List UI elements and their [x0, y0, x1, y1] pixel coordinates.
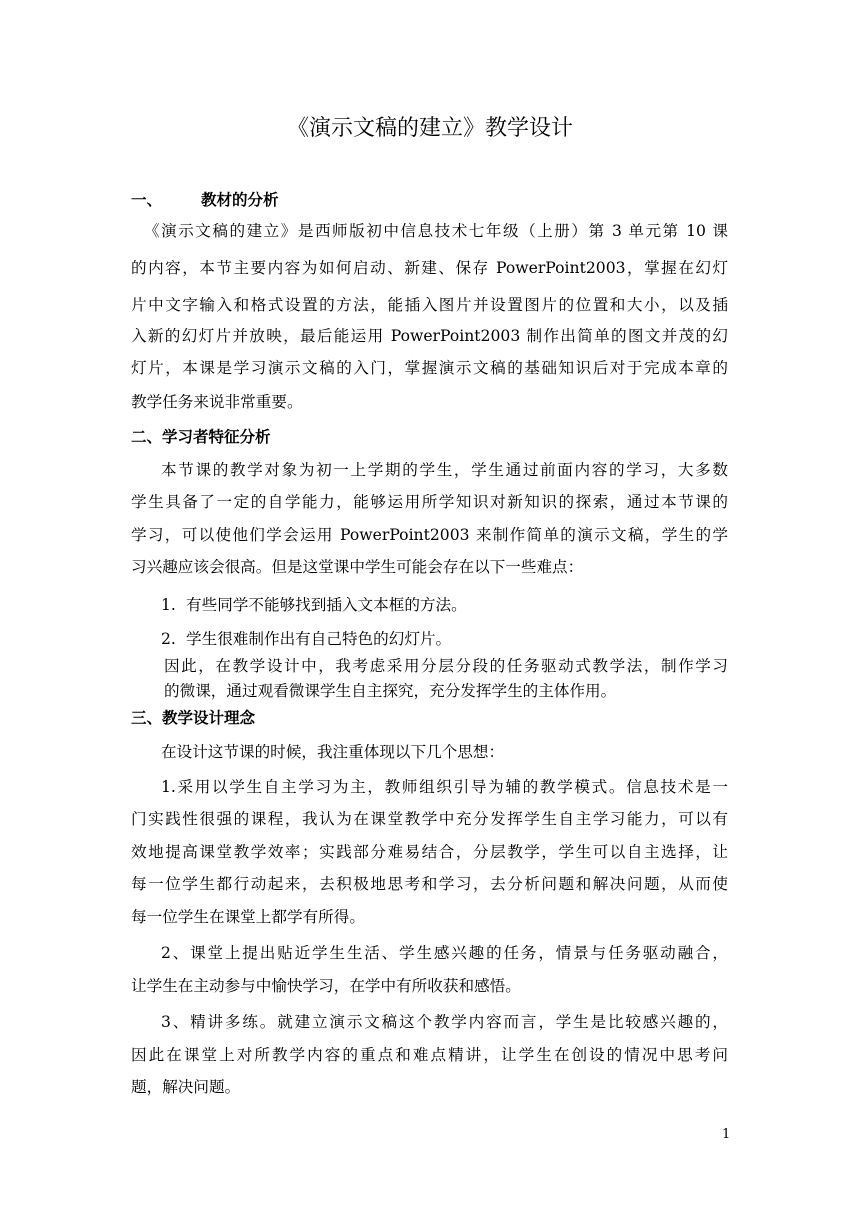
- section-3-point-1-line: 效地提高课堂教学效率；实践部分难易结合，分层教学，学生可以自主选择，让: [131, 843, 728, 861]
- section-3-point-1-line: 每一位学生都行动起来，去积极地思考和学习，去分析问题和解决问题，从而使: [131, 875, 728, 893]
- section-3-point-1-line: 门实践性很强的课程，我认为在课堂教学中充分发挥学生自主学习能力，可以有: [131, 810, 728, 828]
- section-3-point-3-line: 因此在课堂上对所教学内容的重点和难点精讲，让学生在创设的情况中思考问: [131, 1046, 728, 1064]
- section-2-conclusion-line: 的微课，通过观看微课学生自主探究，充分发挥学生的主体作用。: [164, 682, 617, 700]
- section-1-line: 《演示文稿的建立》是西师版初中信息技术七年级（上册）第 3 单元第 10 课: [144, 222, 728, 240]
- list-item-1: [161, 593, 467, 617]
- section-3-point-3-line: 题，解决问题。: [131, 1078, 241, 1096]
- section-3-point-2-line: 让学生在主动参与中愉快学习，在学中有所收获和感悟。: [131, 977, 521, 995]
- section-2-line: 学习，可以使他们学会运用 PowerPoint2003 来制作简单的演示文稿，学生的学: [131, 526, 728, 544]
- section-1-title: 教材的分析: [201, 191, 279, 209]
- page-title: 《演示文稿的建立》教学设计: [286, 116, 573, 141]
- section-3-point-2-line: 2、课堂上提出贴近学生生活、学生感兴趣的任务，情景与任务驱动融合，: [161, 944, 728, 962]
- section-1-line: 片中文字输入和格式设置的方法，能插入图片并设置图片的位置和大小，以及插: [131, 296, 728, 314]
- section-2-line: 本节课的教学对象为初一上学期的学生，学生通过前面内容的学习，大多数: [161, 461, 728, 479]
- list-marker: 1.: [161, 596, 176, 614]
- list-item-text: 学生很难制作出有自己特色的幻灯片。: [186, 630, 452, 648]
- section-1-number: 一、: [131, 191, 163, 209]
- section-1-line: 入新的幻灯片并放映，最后能运用 PowerPoint2003 制作出简单的图文并茂的幻: [131, 327, 728, 345]
- section-1-line: 的内容，本节主要内容为如何启动、新建、保存 PowerPoint2003，掌握在幻灯: [131, 259, 728, 277]
- section-3-point-1-line: 每一位学生在课堂上都学有所得。: [131, 908, 365, 926]
- page-number: 1: [722, 1127, 731, 1142]
- section-1-line: 灯片，本课是学习演示文稿的入门，掌握演示文稿的基础知识后对于完成本章的: [131, 359, 728, 377]
- list-item-text: 有些同学不能够找到插入文本框的方法。: [186, 596, 467, 614]
- section-2-conclusion-line: 因此，在教学设计中，我考虑采用分层分段的任务驱动式教学法，制作学习: [164, 657, 728, 675]
- section-3-point-1-line: 1.采用以学生自主学习为主，教师组织引导为辅的教学模式。信息技术是一: [161, 778, 728, 796]
- section-2-line: 学生具备了一定的自学能力，能够运用所学知识对新知识的探索，通过本节课的: [131, 493, 728, 511]
- list-item-2: [161, 627, 451, 651]
- section-1-line: 教学任务来说非常重要。: [131, 393, 303, 411]
- section-2-heading: 二、学习者特征分析: [131, 428, 271, 446]
- section-3-intro: 在设计这节课的时候，我注重体现以下几个思想：: [161, 743, 505, 761]
- section-2-line: 习兴趣应该会很高。但是这堂课中学生可能会存在以下一些难点：: [131, 558, 584, 576]
- section-1-heading: [131, 188, 279, 212]
- list-marker: 2.: [161, 630, 176, 648]
- section-3-heading: 三、教学设计理念: [131, 709, 256, 727]
- section-3-point-3-line: 3、精讲多练。就建立演示文稿这个教学内容而言，学生是比较感兴趣的，: [161, 1013, 728, 1031]
